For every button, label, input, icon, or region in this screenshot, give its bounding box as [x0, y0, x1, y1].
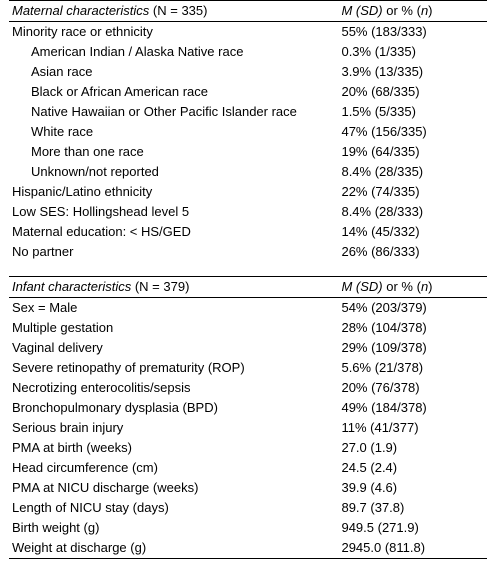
- section-spacer: [9, 262, 487, 277]
- table-row: Birth weight (g) 949.5 (271.9): [12, 520, 419, 535]
- table-row: Weight at discharge (g) 2945.0 (811.8): [9, 538, 487, 559]
- table-row: PMA at birth (weeks) 27.0 (1.9): [12, 440, 398, 455]
- table-row: Minority race or ethnicity 55% (183/333): [12, 24, 427, 39]
- infant-header-label: Infant characteristics (N = 379): [9, 277, 338, 298]
- table-row: Vaginal delivery 29% (109/378): [12, 340, 427, 355]
- maternal-header-label: Maternal characteristics (N = 335): [9, 1, 338, 22]
- table-row: Maternal education: < HS/GED 14% (45/332): [12, 224, 420, 239]
- characteristics-table: [9, 0, 487, 559]
- table-row: Black or African American race 20% (68/335): [31, 84, 420, 99]
- table-row: Unknown/not reported 8.4% (28/335): [31, 164, 424, 179]
- table-row: White race 47% (156/335): [31, 124, 427, 139]
- table-row: American Indian / Alaska Native race 0.3% (1/335): [31, 44, 416, 59]
- table-row: Serious brain injury 11% (41/377): [12, 420, 419, 435]
- table-row: Multiple gestation 28% (104/378): [12, 320, 427, 335]
- table-row: Length of NICU stay (days) 89.7 (37.8): [12, 500, 405, 515]
- table-row: No partner 26% (86/333): [12, 244, 420, 259]
- maternal-header-row: [9, 1, 487, 22]
- infant-header-row: [9, 277, 487, 298]
- table-row: Sex = Male 54% (203/379): [12, 300, 427, 315]
- infant-header-stat: M (SD) or % (n): [338, 277, 487, 298]
- table-row: Necrotizing enterocolitis/sepsis 20% (76/378): [12, 380, 420, 395]
- table-row: Hispanic/Latino ethnicity 22% (74/335): [12, 184, 420, 199]
- table-row: Low SES: Hollingshead level 5 8.4% (28/333): [12, 204, 424, 219]
- table-row: Asian race 3.9% (13/335): [31, 64, 424, 79]
- table-row: Severe retinopathy of prematurity (ROP) 5.6% (21/378): [12, 360, 424, 375]
- table-row: Native Hawaiian or Other Pacific Islander race 1.5% (5/335): [31, 104, 416, 119]
- table-row: PMA at NICU discharge (weeks) 39.9 (4.6): [12, 480, 398, 495]
- table-row: More than one race 19% (64/335): [31, 144, 420, 159]
- table-row: Head circumference (cm) 24.5 (2.4): [12, 460, 398, 475]
- table-row: Bronchopulmonary dysplasia (BPD) 49% (184/378): [12, 400, 427, 415]
- maternal-header-stat: M (SD) or % (n): [338, 1, 487, 22]
